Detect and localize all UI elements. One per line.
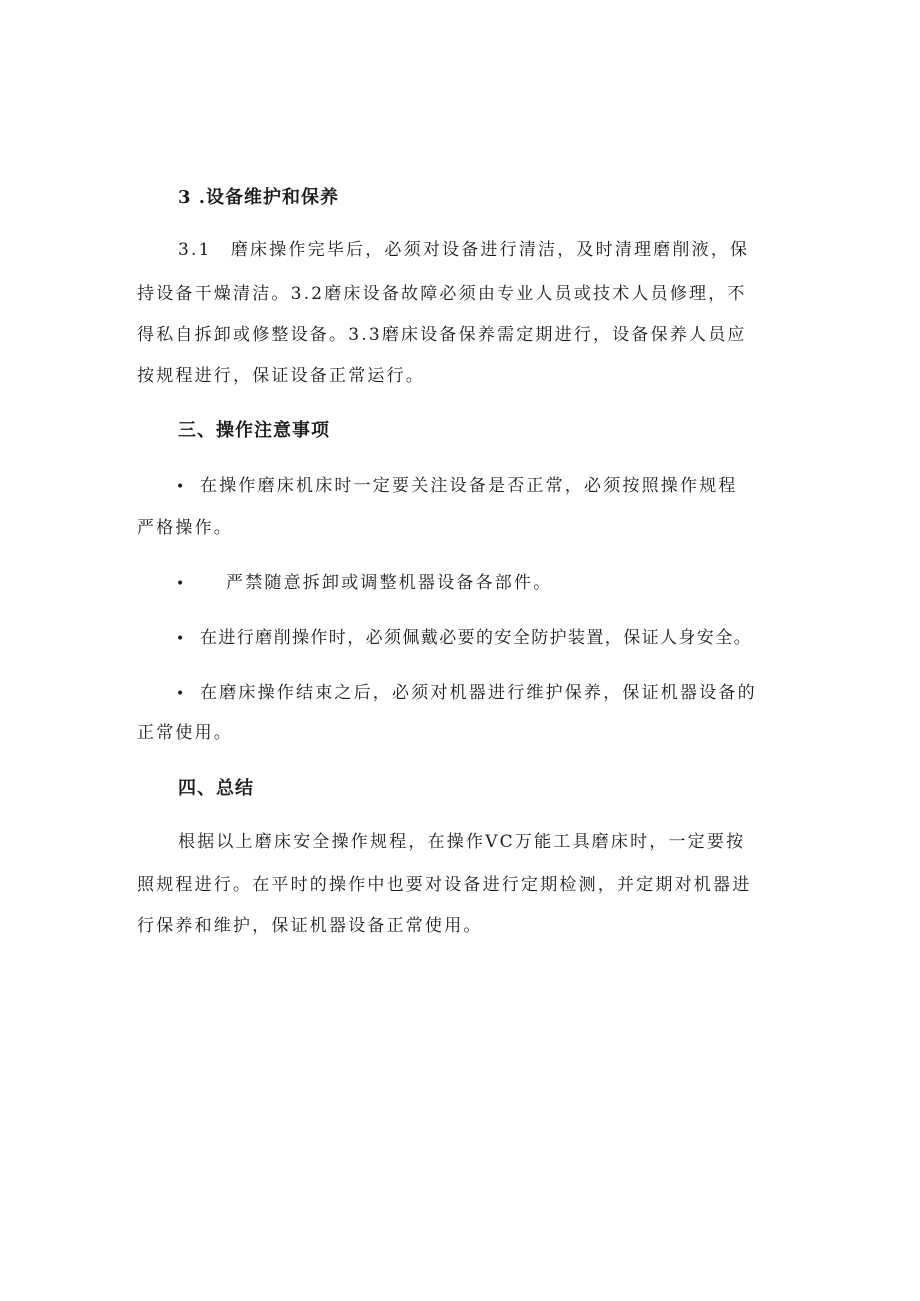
note-4-line-2: 正常使用。 <box>137 723 233 743</box>
summary-line-2: 照规程进行。在平时的操作中也要对设备进行定期检测，并定期对机器进 <box>137 875 752 895</box>
note-4-line-1: 在磨床操作结束之后，必须对机器进行维护保养，保证机器设备的 <box>200 683 757 703</box>
section-3-heading: 3 .设备维护和保养 <box>178 187 340 208</box>
section-3-line-1: 3.1 磨床操作完毕后，必须对设备进行清洁，及时清理磨削液，保 <box>178 240 750 260</box>
note-3-line-1: 在进行磨削操作时，必须佩戴必要的安全防护装置，保证人身安全。 <box>200 628 752 648</box>
summary-line-3: 行保养和维护，保证机器设备正常使用。 <box>137 916 483 936</box>
note-2-line-1: 严禁随意拆卸或调整机器设备各部件。 <box>226 573 553 593</box>
summary-heading: 四、总结 <box>178 778 254 799</box>
bullet-dot-3: • <box>176 631 185 647</box>
note-1-line-1: 在操作磨床机床时一定要关注设备是否正常，必须按照操作规程 <box>200 476 738 496</box>
bullet-dot-4: • <box>176 686 185 702</box>
section-3-line-2: 持设备干燥清洁。3.2磨床设备故障必须由专业人员或技术人员修理，不 <box>137 284 747 304</box>
bullet-dot-1: • <box>176 479 185 495</box>
note-1-line-2: 严格操作。 <box>137 518 233 538</box>
bullet-dot-2: • <box>176 576 185 592</box>
summary-line-1: 根据以上磨床安全操作规程，在操作VC万能工具磨床时，一定要按 <box>178 832 746 852</box>
section-3-line-4: 按规程进行，保证设备正常运行。 <box>137 366 425 386</box>
notes-heading: 三、操作注意事项 <box>178 420 330 441</box>
section-3-line-3: 得私自拆卸或修整设备。3.3磨床设备保养需定期进行，设备保养人员应 <box>137 325 747 345</box>
